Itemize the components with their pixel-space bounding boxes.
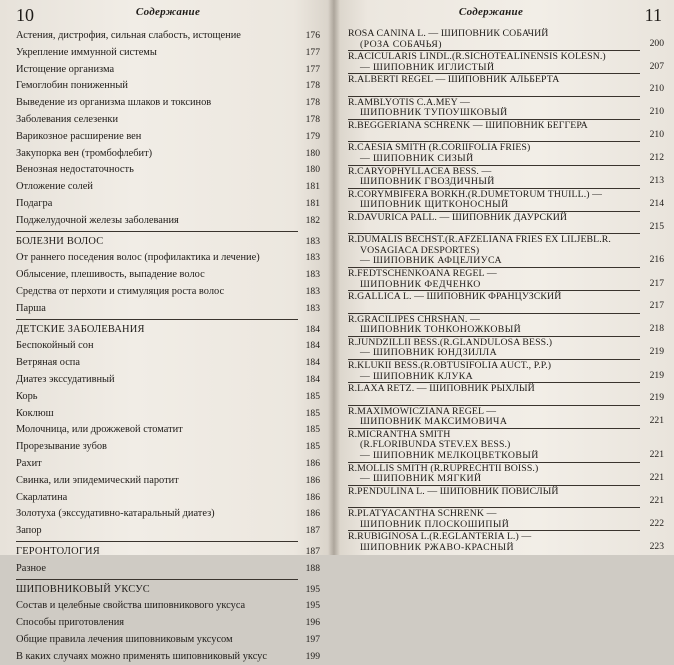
toc-entry-page: 185 bbox=[305, 424, 320, 436]
toc-species-line: R.ACICULARIS LINDL.(R.SICHOTEALINENSIS KOLESN.) bbox=[348, 51, 606, 63]
toc-species-line: ROSA CANINA L. — ШИПОВНИК СОБАЧИЙ bbox=[348, 28, 549, 39]
toc-entry-page: 185 bbox=[305, 441, 320, 453]
toc-species-line: — ШИПОВНИК СИЗЫЙ bbox=[360, 152, 474, 164]
toc-species-line: R.FEDTSCHENKOANA REGEL — bbox=[348, 268, 497, 280]
toc-entry[interactable] bbox=[16, 196, 320, 213]
toc-species-line: ШИПОВНИК ЩИТКОНОСНЫЙ bbox=[360, 199, 509, 211]
toc-species-page: 210 bbox=[649, 83, 664, 95]
toc-section-heading[interactable] bbox=[16, 544, 320, 561]
toc-species-line: R.BEGGERIANA SCHRENK — ШИПОВНИК БЕГГЕРА bbox=[348, 119, 588, 131]
section-divider bbox=[16, 579, 298, 580]
toc-entry[interactable] bbox=[16, 506, 320, 523]
toc-entry-title: Корь bbox=[16, 390, 38, 402]
toc-entry-page: 185 bbox=[305, 390, 320, 402]
toc-entry-page: 195 bbox=[305, 583, 320, 595]
toc-section-heading[interactable] bbox=[16, 234, 320, 251]
section-divider bbox=[16, 541, 298, 542]
toc-entry[interactable] bbox=[16, 62, 320, 79]
toc-entry-page: 183 bbox=[305, 285, 320, 297]
toc-species-line: R.KLUKII BESS.(R.OBTUSIFOLIA AUCT., P.P.) bbox=[348, 360, 552, 372]
toc-entry[interactable] bbox=[16, 615, 320, 632]
toc-entry-title: Свинка, или эпидемический паротит bbox=[16, 474, 179, 486]
toc-entry-page: 181 bbox=[305, 181, 320, 193]
toc-entry-page: 184 bbox=[305, 340, 320, 352]
toc-species-entry[interactable] bbox=[348, 486, 664, 507]
toc-species-entry[interactable] bbox=[348, 51, 664, 73]
toc-entry-page: 187 bbox=[305, 545, 320, 557]
toc-species-entry[interactable] bbox=[348, 166, 664, 188]
toc-species-entry[interactable] bbox=[348, 212, 664, 233]
toc-species-entry[interactable] bbox=[348, 234, 664, 267]
toc-entry-page: 188 bbox=[305, 562, 320, 574]
right-page-number: 11 bbox=[644, 5, 662, 25]
toc-entry-title: Подагра bbox=[16, 197, 53, 209]
toc-section-heading[interactable] bbox=[16, 582, 320, 599]
toc-species-page: 216 bbox=[649, 254, 664, 266]
toc-entry-page: 183 bbox=[305, 302, 320, 314]
toc-species-page: 207 bbox=[649, 60, 664, 72]
toc-entry-title: Облысение, плешивость, выпадение волос bbox=[16, 269, 205, 281]
toc-species-line: R.PLATYACANTHA SCHRENK — bbox=[348, 508, 497, 520]
toc-species-entry[interactable] bbox=[348, 268, 664, 290]
toc-entry-title: Ветряная оспа bbox=[16, 357, 80, 369]
toc-entry-title: Астения, дистрофия, сильная слабость, истощение bbox=[16, 30, 241, 41]
toc-species-entry[interactable] bbox=[348, 291, 664, 312]
toc-entry[interactable] bbox=[16, 284, 320, 301]
toc-species-line: ШИПОВНИК ПЛОСКОШИПЫЙ bbox=[360, 518, 510, 530]
toc-entry-page: 195 bbox=[305, 600, 320, 612]
toc-entry[interactable] bbox=[16, 473, 320, 490]
toc-entry[interactable] bbox=[16, 490, 320, 507]
toc-species-entry[interactable] bbox=[348, 97, 664, 119]
toc-entry-page: 178 bbox=[305, 113, 320, 125]
section-divider bbox=[16, 319, 298, 320]
toc-species-page: 221 bbox=[649, 472, 664, 484]
toc-entry-page: 199 bbox=[305, 650, 320, 662]
toc-species-entry[interactable] bbox=[348, 463, 664, 485]
toc-species-line: (R.FLORIBUNDA STEV.EX BESS.) bbox=[360, 439, 511, 451]
toc-species-line: R.RUBIGINOSA L.(R.EGLANTERIA L.) — bbox=[348, 531, 532, 543]
toc-species-page: 221 bbox=[649, 494, 664, 506]
toc-entry[interactable] bbox=[16, 523, 320, 540]
toc-entry[interactable] bbox=[16, 267, 320, 284]
toc-species-entry[interactable] bbox=[348, 120, 664, 141]
toc-species-page: 213 bbox=[649, 175, 664, 187]
book-gutter-shadow bbox=[328, 0, 340, 555]
toc-entry-page: 186 bbox=[305, 457, 320, 469]
left-toc bbox=[16, 28, 320, 665]
toc-species-line: ШИПОВНИК МАКСИМОВИЧА bbox=[360, 416, 508, 428]
toc-entry[interactable] bbox=[16, 406, 320, 423]
toc-species-entry[interactable] bbox=[348, 406, 664, 428]
toc-entry[interactable] bbox=[16, 301, 320, 318]
toc-entry-page: 177 bbox=[305, 46, 320, 58]
toc-entry-title: Золотуха (экссудативно-катаральный диатез) bbox=[16, 508, 215, 520]
toc-species-line: ШИПОВНИК ТУПОУШКОВЫЙ bbox=[360, 107, 508, 119]
toc-entry-title: ШИПОВНИКОВЫЙ УКСУС bbox=[16, 583, 150, 595]
toc-entry-page: 183 bbox=[305, 252, 320, 264]
toc-entry[interactable] bbox=[16, 213, 320, 230]
toc-entry-title: От раннего поседения волос (профилактика и лечение) bbox=[16, 252, 260, 264]
toc-entry-title: БОЛЕЗНИ ВОЛОС bbox=[16, 235, 104, 247]
toc-entry-page: 178 bbox=[305, 80, 320, 92]
toc-species-page: 222 bbox=[649, 517, 664, 529]
toc-species-page: 221 bbox=[649, 415, 664, 427]
toc-species-line: R.GALLICA L. — ШИПОВНИК ФРАНЦУЗСКИЙ bbox=[348, 291, 562, 303]
toc-species-line: R.DUMALIS BECHST.(R.AFZELIANA FRIES EX LILJEBL.R. bbox=[348, 234, 611, 246]
toc-entry[interactable] bbox=[16, 179, 320, 196]
toc-entry-page: 186 bbox=[305, 508, 320, 520]
toc-species-page: 200 bbox=[649, 37, 664, 49]
toc-species-line: R.DAVURICA PALL. — ШИПОВНИК ДАУРСКИЙ bbox=[348, 211, 568, 223]
toc-species-line: (РОЗА СОБАЧЬЯ) bbox=[360, 38, 442, 50]
toc-species-line: R.CARYOPHYLLACEA BESS. — bbox=[348, 165, 492, 177]
toc-species-entry[interactable] bbox=[348, 74, 664, 95]
toc-species-line: — ШИПОВНИК ЮНДЗИЛЛА bbox=[360, 347, 498, 359]
toc-species-page: 219 bbox=[649, 392, 664, 404]
toc-entry-title: Поджелудочной железы заболевания bbox=[16, 214, 179, 226]
toc-entry-title: Молочница, или дрожжевой стоматит bbox=[16, 424, 183, 436]
toc-entry-title: Общие правила лечения шиповниковым уксусом bbox=[16, 633, 233, 645]
toc-entry-title: Беспокойный сон bbox=[16, 340, 94, 352]
toc-species-line: ШИПОВНИК ГВОЗДИЧНЫЙ bbox=[360, 176, 495, 188]
toc-entry-title: Запор bbox=[16, 525, 42, 537]
toc-entry-page: 181 bbox=[305, 197, 320, 209]
toc-entry-title: Отложение солей bbox=[16, 181, 93, 193]
toc-entry-title: ДЕТСКИЕ ЗАБОЛЕВАНИЯ bbox=[16, 323, 145, 335]
toc-species-entry[interactable] bbox=[348, 142, 664, 164]
toc-species-line: R.CORYMBIFERA BORKH.(R.DUMETORUM THUILL.) — bbox=[348, 188, 603, 200]
right-page-header-title: Содержание bbox=[458, 6, 524, 18]
toc-entry-page: 184 bbox=[305, 357, 320, 369]
toc-entry-title: Выведение из организма шлаков и токсинов bbox=[16, 97, 212, 109]
toc-species-page: 214 bbox=[649, 198, 664, 210]
toc-entry-title: Истощение организма bbox=[16, 63, 115, 75]
toc-entry[interactable] bbox=[16, 78, 320, 95]
toc-species-line: R.CAESIA SMITH (R.CORIIFOLIA FRIES) bbox=[348, 142, 531, 154]
toc-entry[interactable] bbox=[16, 355, 320, 372]
toc-species-entry[interactable] bbox=[348, 531, 664, 553]
toc-entry[interactable] bbox=[16, 372, 320, 389]
toc-entry-page: 196 bbox=[305, 617, 320, 629]
toc-species-line: R.GRACILIPES CHRSHAN. — bbox=[348, 313, 480, 325]
toc-entry-title: Гемоглобин пониженный bbox=[16, 80, 128, 92]
toc-entry[interactable] bbox=[16, 95, 320, 112]
toc-species-line: — ШИПОВНИК МЯГКИЙ bbox=[360, 473, 482, 485]
toc-species-line: R.MAXIMOWICZIANA REGEL — bbox=[348, 405, 497, 417]
toc-species-page: 218 bbox=[649, 323, 664, 335]
toc-entry-page: 187 bbox=[305, 525, 320, 537]
toc-species-page: 210 bbox=[649, 106, 664, 118]
toc-entry-title: Венозная недостаточность bbox=[16, 164, 134, 176]
toc-entry[interactable] bbox=[16, 598, 320, 615]
toc-entry-title: Коклюш bbox=[16, 407, 54, 419]
toc-entry[interactable] bbox=[16, 250, 320, 267]
toc-species-entry[interactable] bbox=[348, 28, 664, 50]
toc-entry-page: 185 bbox=[305, 407, 320, 419]
toc-species-page: 223 bbox=[649, 540, 664, 552]
toc-species-line: VOSAGIACA DESPORTES) bbox=[360, 244, 480, 256]
toc-species-page: 217 bbox=[649, 300, 664, 312]
toc-entry-title: Способы приготовления bbox=[16, 617, 125, 629]
toc-species-line: R.ALBERTI REGEL — ШИПОВНИК АЛЬБЕРТА bbox=[348, 74, 560, 86]
toc-entry[interactable] bbox=[16, 338, 320, 355]
toc-species-entry[interactable] bbox=[348, 189, 664, 211]
toc-section-heading[interactable] bbox=[16, 322, 320, 339]
toc-species-page: 217 bbox=[649, 277, 664, 289]
right-toc bbox=[348, 28, 664, 554]
toc-entry[interactable] bbox=[16, 389, 320, 406]
toc-entry-title: Заболевания селезенки bbox=[16, 113, 118, 125]
toc-species-line: ШИПОВНИК РЖАВО-КРАСНЫЙ bbox=[360, 541, 514, 553]
toc-entry[interactable] bbox=[16, 146, 320, 163]
toc-species-entry[interactable] bbox=[348, 360, 664, 382]
toc-species-page: 212 bbox=[649, 151, 664, 163]
toc-entry-page: 180 bbox=[305, 147, 320, 159]
toc-entry-title: Скарлатина bbox=[16, 491, 68, 503]
toc-entry-title: Прорезывание зубов bbox=[16, 441, 107, 453]
toc-species-page: 219 bbox=[649, 369, 664, 381]
right-page-header bbox=[348, 4, 664, 28]
toc-species-line: — ШИПОВНИК КЛУКА bbox=[360, 370, 474, 382]
toc-entry[interactable] bbox=[16, 439, 320, 456]
toc-entry[interactable] bbox=[16, 632, 320, 649]
toc-entry-title: Закупорка вен (тромбофлебит) bbox=[16, 147, 153, 159]
toc-entry[interactable] bbox=[16, 45, 320, 62]
toc-species-line: — ШИПОВНИК МЕЛКОЦВЕТКОВЫЙ bbox=[360, 449, 539, 461]
toc-entry[interactable] bbox=[16, 456, 320, 473]
toc-entry-page: 179 bbox=[305, 130, 320, 142]
left-page-header bbox=[16, 4, 320, 28]
toc-entry-title: В каких случаях можно применять шиповниковый уксус bbox=[16, 650, 267, 662]
left-page-header-title: Содержание bbox=[135, 6, 201, 18]
toc-species-line: R.JUNDZILLII BESS.(R.GLANDULOSA BESS.) bbox=[348, 336, 553, 348]
toc-species-line: R.MICRANTHA SMITH bbox=[348, 428, 451, 440]
toc-entry-page: 176 bbox=[305, 30, 320, 41]
toc-entry-page: 183 bbox=[305, 269, 320, 281]
toc-species-line: — ШИПОВНИК ИГЛИСТЫЙ bbox=[360, 61, 495, 73]
toc-entry-title: Средства от перхоти и стимуляция роста волос bbox=[16, 285, 225, 297]
toc-species-line: R.PENDULINA L. — ШИПОВНИК ПОВИСЛЫЙ bbox=[348, 485, 559, 497]
toc-species-page: 219 bbox=[649, 346, 664, 358]
toc-entry-page: 197 bbox=[305, 633, 320, 645]
toc-entry-title: Рахит bbox=[16, 457, 42, 469]
toc-entry-title: Варикозное расширение вен bbox=[16, 130, 142, 142]
toc-species-entry[interactable] bbox=[348, 314, 664, 336]
toc-species-line: R.LAXA RETZ. — ШИПОВНИК РЫХЛЫЙ bbox=[348, 383, 535, 395]
toc-entry[interactable] bbox=[16, 649, 320, 665]
toc-entry[interactable] bbox=[16, 112, 320, 129]
toc-species-entry[interactable] bbox=[348, 429, 664, 462]
toc-species-line: — ШИПОВНИК АФЦЕЛИУСА bbox=[360, 255, 502, 267]
toc-entry[interactable] bbox=[16, 162, 320, 179]
toc-species-line: ШИПОВНИК ФЕДЧЕНКО bbox=[360, 278, 481, 290]
toc-species-page: 210 bbox=[649, 128, 664, 140]
toc-entry-page: 183 bbox=[305, 235, 320, 247]
toc-entry-page: 178 bbox=[305, 97, 320, 109]
toc-entry[interactable] bbox=[16, 422, 320, 439]
toc-species-entry[interactable] bbox=[348, 383, 664, 404]
toc-species-line: ШИПОВНИК ТОНКОНОЖКОВЫЙ bbox=[360, 324, 522, 336]
toc-entry[interactable] bbox=[16, 28, 320, 45]
toc-entry-page: 186 bbox=[305, 491, 320, 503]
toc-entry-title: Парша bbox=[16, 302, 46, 314]
toc-entry[interactable] bbox=[16, 129, 320, 146]
section-divider bbox=[16, 231, 298, 232]
toc-species-page: 221 bbox=[649, 448, 664, 460]
toc-species-line: R.MOLLIS SMITH (R.RUPRECHTII BOISS.) bbox=[348, 462, 539, 474]
toc-species-entry[interactable] bbox=[348, 337, 664, 359]
toc-entry-page: 184 bbox=[305, 323, 320, 335]
toc-entry-title: Разное bbox=[16, 562, 46, 574]
toc-entry-page: 186 bbox=[305, 474, 320, 486]
left-page bbox=[0, 0, 334, 662]
toc-species-entry[interactable] bbox=[348, 508, 664, 530]
toc-entry-page: 182 bbox=[305, 214, 320, 226]
toc-entry-title: ГЕРОНТОЛОГИЯ bbox=[16, 545, 100, 557]
toc-entry-title: Состав и целебные свойства шиповникового уксуса bbox=[16, 600, 246, 612]
toc-entry-page: 180 bbox=[305, 164, 320, 176]
left-page-number: 10 bbox=[16, 5, 34, 25]
toc-entry-page: 184 bbox=[305, 373, 320, 385]
right-page bbox=[334, 0, 674, 555]
toc-entry-title: Укрепление иммунной системы bbox=[16, 46, 157, 58]
toc-entry-page: 177 bbox=[305, 63, 320, 75]
toc-species-page: 215 bbox=[649, 220, 664, 232]
toc-entry-title: Диатез экссудативный bbox=[16, 373, 115, 385]
toc-entry[interactable] bbox=[16, 561, 320, 578]
toc-species-line: R.AMBLYOTIS C.A.MEY — bbox=[348, 96, 470, 108]
